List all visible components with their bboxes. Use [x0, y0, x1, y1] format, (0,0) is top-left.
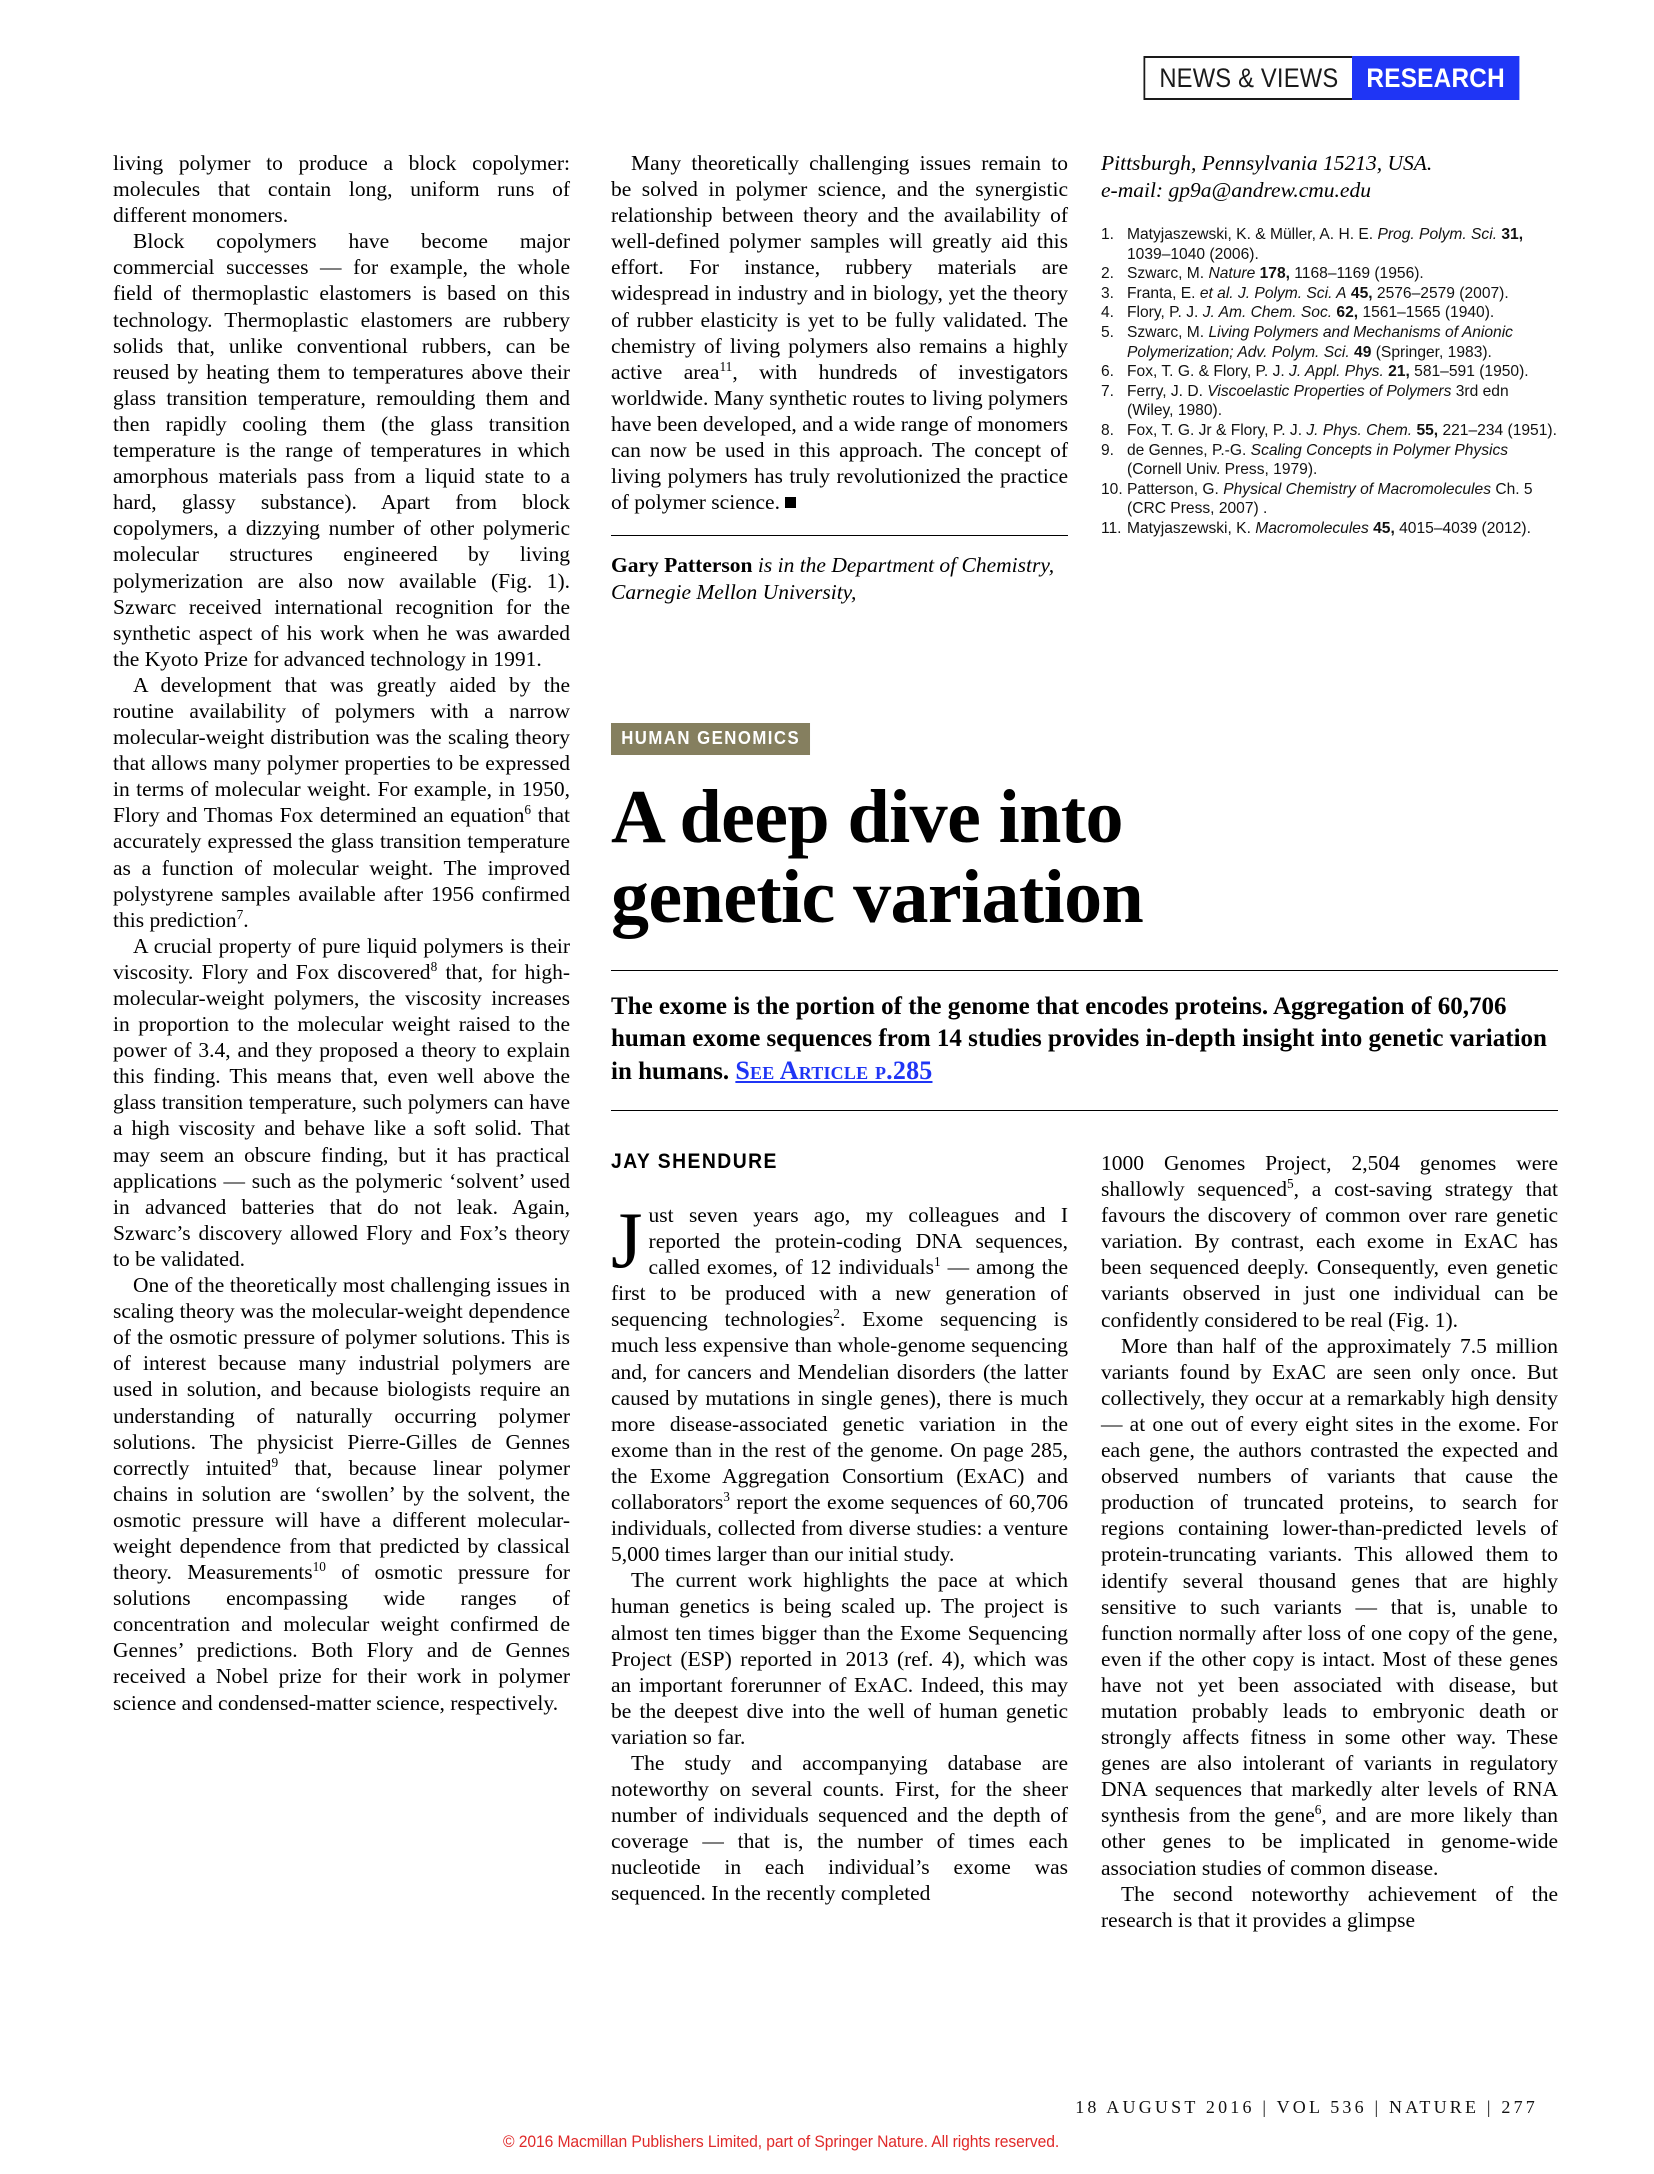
reference-authors: Szwarc, M. — [1127, 323, 1209, 341]
reference-number: 7. — [1101, 382, 1115, 400]
paragraph-text: A crucial property of pure liquid polymers is their viscosity. Flory and Fox discovered$^8$ that, for high-molecular-weight polymers, the viscosity increases in proportion to the molecular weight raised to the power of 3.4, and they proposed a theory to explain this finding. This means that, even well above the glass transition temperature, such polymers can have a high viscosity and behave like a soft solid. That may seem an obscure finding, but it has practical applications — such as the polymeric ‘solvent’ used in advanced batteries that do not leak. Again, Szwarc’s discovery allowed Flory and Fox’s theory to be validated. — [113, 933, 570, 1271]
headline-line-2: genetic variation — [611, 855, 1144, 939]
running-head — [1115, 56, 1538, 100]
reference-authors: de Gennes, P.-G. — [1127, 441, 1251, 459]
column-one — [113, 150, 570, 1716]
reference-item — [1101, 480, 1558, 519]
reference-volume: 55, — [1412, 421, 1439, 439]
reference-journal: J. Phys. Chem. — [1306, 421, 1413, 439]
reference-item — [1101, 382, 1558, 421]
headline-divider — [611, 970, 1558, 971]
reference-journal: Scaling Concepts in Polymer Physics — [1250, 441, 1509, 459]
reference-pages: 3rd edn (Wiley, 1980). — [1127, 382, 1509, 420]
paragraph: living polymer to produce a block copolymer: molecules that contain long, uniform runs of different monomers. — [113, 151, 570, 228]
paragraph: More than half of the approximately 7.5 million variants found by ExAC are seen only once. But collectively, they occur at a remarkably high density — at one out of every eight sites in the exome. For each gene, the authors contrasted the expected and observed numbers of variants that cause the production of truncated proteins, to search for regions containing lower-than-predicted levels of protein-truncating variants. This allowed them to identify several thousand genes that are highly sensitive to such variants — that is, unable to function normally after loss of one copy of the gene, even if the other copy is intact. Most of these genes have not yet been associated with disease, but mutation probably leads to embryonic death or strongly affects fitness in some other way. These genes are also intolerant of variants in regulatory DNA sequences that markedly alter levels of RNA synthesis from the gene$^6$, and are more likely than other genes to be implicated in genome-wide association studies of common disease. — [1101, 1333, 1558, 1880]
reference-volume: 45, — [1346, 284, 1373, 302]
reference-journal: Physical Chemistry of Macromolecules — [1223, 480, 1491, 498]
section-divider — [611, 535, 1068, 536]
paragraph: 1000 Genomes Project, 2,504 genomes were shallowly sequenced$^5$, a cost-saving strategy that favours the discovery of common over rare genetic variation. By contrast, each exome in ExAC has been sequenced deeply. Consequently, even genetic variants observed in just one individual can be confidently considered to be real (Fig. 1). — [1101, 1151, 1558, 1332]
article-two-kicker: HUMAN GENOMICS — [611, 723, 810, 755]
reference-number: 4. — [1101, 304, 1115, 322]
running-head-section-label: NEWS & VIEWS — [1143, 56, 1352, 100]
reference-pages: 221–234 (1951). — [1438, 421, 1557, 439]
reference-text — [1127, 284, 1558, 304]
reference-volume: 45, — [1368, 519, 1395, 537]
reference-authors: Flory, P. J. — [1127, 304, 1203, 322]
reference-item — [1101, 362, 1558, 382]
paragraph — [113, 672, 570, 933]
reference-pages: Ch. 5 (CRC Press, 2007) . — [1127, 480, 1533, 518]
reference-text — [1127, 480, 1558, 519]
reference-volume: 49 — [1349, 343, 1372, 361]
reference-number: 6. — [1101, 363, 1115, 381]
reference-authors: Fox, T. G. Jr & Flory, P. J. — [1127, 421, 1307, 439]
reference-journal: Prog. Polym. Sci. — [1377, 226, 1498, 243]
reference-number: 5. — [1101, 323, 1115, 341]
reference-text — [1127, 323, 1558, 362]
author-credit-name: Gary Patterson — [611, 553, 753, 578]
reference-journal: Viscoelastic Properties of Polymers — [1207, 382, 1452, 400]
reference-number: 2. — [1101, 265, 1115, 283]
reference-authors: Franta, E. — [1127, 284, 1200, 302]
reference-journal: Nature — [1208, 265, 1256, 283]
reference-pages: 1561–1565 (1940). — [1358, 304, 1495, 322]
paragraph — [113, 933, 570, 1272]
reference-authors: Szwarc, M. — [1127, 265, 1209, 283]
column-three-top — [1101, 150, 1558, 539]
article-two-column-one-text — [611, 1195, 1068, 1907]
reference-pages: 4015–4039 (2012). — [1394, 519, 1531, 537]
reference-item — [1101, 284, 1558, 304]
see-article-link[interactable]: See Article p.285 — [735, 1056, 933, 1085]
reference-authors: Matyjaszewski, K. — [1127, 519, 1256, 537]
headline-line-1: A deep dive into — [611, 775, 1123, 859]
reference-pages: 1168–1169 (1956). — [1289, 265, 1424, 283]
paragraph-text: One of the theoretically most challenging issues in scaling theory was the molecular-weight dependence of the osmotic pressure of polymer solutions. This is of interest because many industrial polymers are used in solution, and because biologists require an understanding of naturally occurring polymer solutions. The physicist Pierre-Gilles de Gennes correctly intuited$^9$ that, because linear polymer chains in solution are ‘swollen’ by the solvent, the osmotic pressure will have a different molecular-weight dependence from that predicted by classical theory. Measurements$^{10}$ of osmotic pressure for solutions encompassing wide ranges of concentration and molecular weight confirmed de Gennes’ predictions. Both Flory and de Gennes received a Nobel prize for their work in polymer science and condensed-matter science, respectively. — [113, 1273, 570, 1715]
reference-item — [1101, 323, 1558, 362]
reference-authors: Fox, T. G. & Flory, P. J. — [1127, 363, 1290, 381]
running-head-category-label: RESEARCH — [1352, 56, 1519, 100]
reference-journal: Living Polymers and Mechanisms of Anionic Polymerization; Adv. Polym. Sci. — [1127, 323, 1513, 361]
reference-volume: 21, — [1383, 363, 1410, 381]
reference-text — [1127, 303, 1558, 323]
affiliation-line-2: e-mail: gp9a@andrew.cmu.edu — [1101, 177, 1371, 202]
article-two-column-one — [611, 1150, 1068, 1907]
author-credit-affiliation: is in the Department of Chemistry, Carnegie Mellon University, — [611, 553, 1055, 604]
author-affiliation — [1101, 150, 1558, 203]
reference-number: 1. — [1101, 226, 1115, 243]
standfirst-text: The exome is the portion of the genome that encodes proteins. Aggregation of 60,706 human exome sequences from 14 studies provides in-depth insight into genetic variation in humans. — [611, 993, 1547, 1085]
paragraph-with-dropcap: Just seven years ago, my colleagues and I reported the protein-coding DNA sequences, called exomes, of 12 individuals$^1$ — among the first to be produced with a new generation of sequencing technologies$^2$. Exome sequencing is much less expensive than whole-genome sequencing and, for cancers and Mendelian disorders (the latter caused by mutations in single genes), there is much more disease-associated genetic variation in the exome than in the rest of the genome. On page 285, the Exome Aggregation Consortium (ExAC) and collaborators$^3$ report the exome sequences of 60,706 individuals, collected from diverse studies: a venture 5,000 times larger than our initial study. — [611, 1195, 1068, 1567]
reference-pages: 581–591 (1950). — [1409, 363, 1529, 381]
reference-text — [1127, 264, 1558, 284]
reference-pages: (Cornell Univ. Press, 1979). — [1127, 461, 1318, 479]
article-two-author-byline: JAY SHENDURE — [611, 1150, 778, 1173]
reference-pages: 1039–1040 (2006). — [1127, 245, 1259, 263]
copyright-notice: © 2016 Macmillan Publishers Limited, part of Springer Nature. All rights reserved. — [503, 2133, 1060, 2151]
reference-text — [1127, 225, 1558, 264]
article-two-standfirst — [611, 991, 1558, 1088]
reference-authors: Ferry, J. D. — [1127, 382, 1208, 400]
paragraph: The current work highlights the pace at which human genetics is being scaled up. The project is almost ten times bigger than the Exome Sequencing Project (ESP) reported in 2013 (ref. 4), which was an important forerunner of ExAC. Indeed, this may be the deepest dive into the well of human genetic variation so far. — [611, 1568, 1068, 1749]
paragraph — [611, 150, 1068, 515]
article-two-headline — [611, 777, 1558, 937]
reference-pages: 2576–2579 (2007). — [1372, 284, 1509, 302]
article-one-column-two-text — [611, 150, 1068, 515]
article-two-header — [611, 723, 1558, 1111]
reference-volume: 62, — [1332, 304, 1359, 322]
end-of-article-marker — [785, 497, 796, 508]
reference-volume: 31, — [1497, 226, 1524, 243]
paragraph: Block copolymers have become major commercial successes — for example, the whole field of thermoplastic elastomers is based on this technology. Thermoplastic elastomers are rubbery solids that, unlike conventional rubbers, can be reused by heating them to temperatures above their glass transition temperature, remoulding them and then rapidly cooling them (the glass transition temperature is the range of temperatures in which amorphous materials pass from a liquid state to a hard, glassy substance). Apart from block copolymers, a dizzying number of other polymeric molecular structures engineered by living polymerization are also now available (Fig. 1). Szwarc received international recognition for the synthetic aspect of his work when he was awarded the Kyoto Prize for advanced technology in 1991. — [113, 229, 570, 671]
reference-item — [1101, 519, 1558, 539]
reference-text — [1127, 441, 1558, 480]
reference-item — [1101, 421, 1558, 441]
reference-item — [1101, 264, 1558, 284]
affiliation-line-1: Pittsburgh, Pennsylvania 15213, USA. — [1101, 151, 1433, 175]
reference-item — [1101, 303, 1558, 323]
reference-number: 9. — [1101, 441, 1115, 459]
reference-list — [1101, 225, 1558, 539]
reference-number: 3. — [1101, 284, 1115, 302]
reference-journal: et al. J. Polym. Sci. A — [1199, 284, 1347, 302]
article-one-column-one-text — [113, 150, 570, 1716]
reference-authors: Patterson, G. — [1127, 480, 1224, 498]
paragraph: The second noteworthy achievement of the research is that it provides a glimpse — [1101, 1881, 1558, 1932]
paragraph: The study and accompanying database are noteworthy on several counts. First, for the sheer number of individuals sequenced and the depth of coverage — that is, the number of times each nucleotide in each individual’s exome was sequenced. In the recently completed — [611, 1750, 1068, 1906]
reference-item — [1101, 225, 1558, 264]
reference-number: 10. — [1101, 480, 1123, 498]
reference-number: 8. — [1101, 421, 1115, 439]
reference-authors: Matyjaszewski, K. & Müller, A. H. E. — [1127, 226, 1378, 243]
reference-volume: 178, — [1255, 265, 1290, 283]
page-folio: 18 AUGUST 2016 | VOL 536 | NATURE | 277 — [1075, 2097, 1538, 2117]
reference-journal: Macromolecules — [1255, 519, 1369, 537]
standfirst-divider — [611, 1110, 1558, 1111]
reference-text — [1127, 519, 1558, 539]
paragraph — [113, 1272, 570, 1716]
reference-pages: (Springer, 1983). — [1371, 343, 1492, 361]
paragraph-text: A development that was greatly aided by the routine availability of polymers with a narrow molecular-weight distribution was the scaling theory that allows many polymer properties to be expressed in terms of molecular weight. For example, in 1950, Flory and Thomas Fox determined an equation$^6$ that accurately expressed the glass transition temperature as a function of molecular weight. The improved polystyrene samples available after 1956 confirmed this prediction$^7$. — [113, 672, 570, 932]
paragraph-text: Many theoretically challenging issues remain to be solved in polymer science, and the synergistic relationship between theory and the availability of well-defined polymer samples will greatly aid this effort. For instance, rubbery materials are widespread in industry and in biology, yet the theory of rubber elasticity is yet to be fully validated. The chemistry of living polymers also remains a highly active area$^{11}$, with hundreds of investigators worldwide. Many synthetic routes to living polymers have been developed, and a wide range of monomers can now be used in this approach. The concept of living polymers has truly revolutionized the practice of polymer science. — [611, 151, 1068, 515]
reference-text — [1127, 421, 1558, 441]
reference-text — [1127, 382, 1558, 421]
article-two-column-two-text — [1101, 1150, 1558, 1933]
reference-item — [1101, 441, 1558, 480]
reference-journal: J. Am. Chem. Soc. — [1202, 304, 1333, 322]
column-two-top — [611, 150, 1068, 605]
article-two-column-two — [1101, 1150, 1558, 1933]
reference-text — [1127, 362, 1558, 382]
reference-journal: J. Appl. Phys. — [1289, 363, 1384, 381]
reference-number: 11. — [1101, 519, 1122, 537]
article-one-author-credit — [611, 552, 1068, 605]
